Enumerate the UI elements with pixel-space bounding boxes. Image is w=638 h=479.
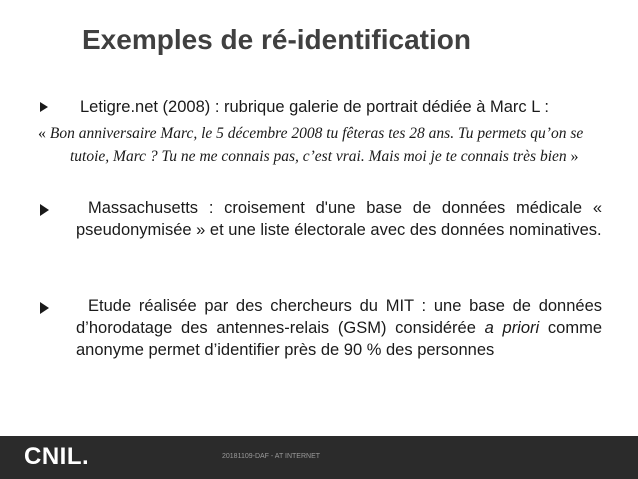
quote-line-1-text: Bon anniversaire Marc, le 5 décembre 2008 tu fêteras tes 28 ans. Tu permets qu’on se: [49, 125, 584, 142]
bullet-mit-emphasis: a priori: [484, 319, 540, 337]
bullet-mit-after: comme anonyme permet d’identifier près de 90 % des personnes: [76, 319, 602, 359]
quote-line-1: [38, 122, 608, 145]
footer-reference: 20181109-DAF - AT INTERNET: [222, 453, 321, 460]
bullet-massachusetts-text: [76, 197, 602, 241]
bullet-mit-text: [76, 295, 602, 361]
arrow-bullet-icon: [40, 302, 49, 314]
arrow-bullet-icon: [40, 204, 49, 216]
bullet-letigre-text: Letigre.net (2008) : rubrique galerie de portrait dédiée à Marc L :: [80, 98, 549, 116]
bullet-massachusetts-content: Massachusetts : croisement d'une base de données médicale « pseudonymisée » et une liste électorale avec des données nominatives.: [76, 199, 602, 239]
footer-bar: [0, 436, 638, 479]
bullet-mit-before: Etude réalisée par des chercheurs du MIT : une base de données d’horodatage des antennes-relais (GSM) considérée: [76, 297, 602, 337]
quote-open-mark: «: [38, 125, 46, 142]
slide-title: Exemples de ré-identification: [82, 24, 471, 55]
cnil-logo-text: CNIL: [24, 443, 82, 470]
quote-close-mark: »: [570, 148, 579, 165]
quote-block: [38, 122, 608, 168]
arrow-bullet-icon: [40, 102, 48, 112]
quote-line-2-text: tutoie, Marc ? Tu ne me connais pas, c’est vrai. Mais moi je te connais très bien: [70, 148, 567, 165]
quote-line-2: [38, 145, 608, 168]
cnil-logo: [24, 443, 89, 471]
cnil-logo-dot: .: [82, 443, 90, 470]
